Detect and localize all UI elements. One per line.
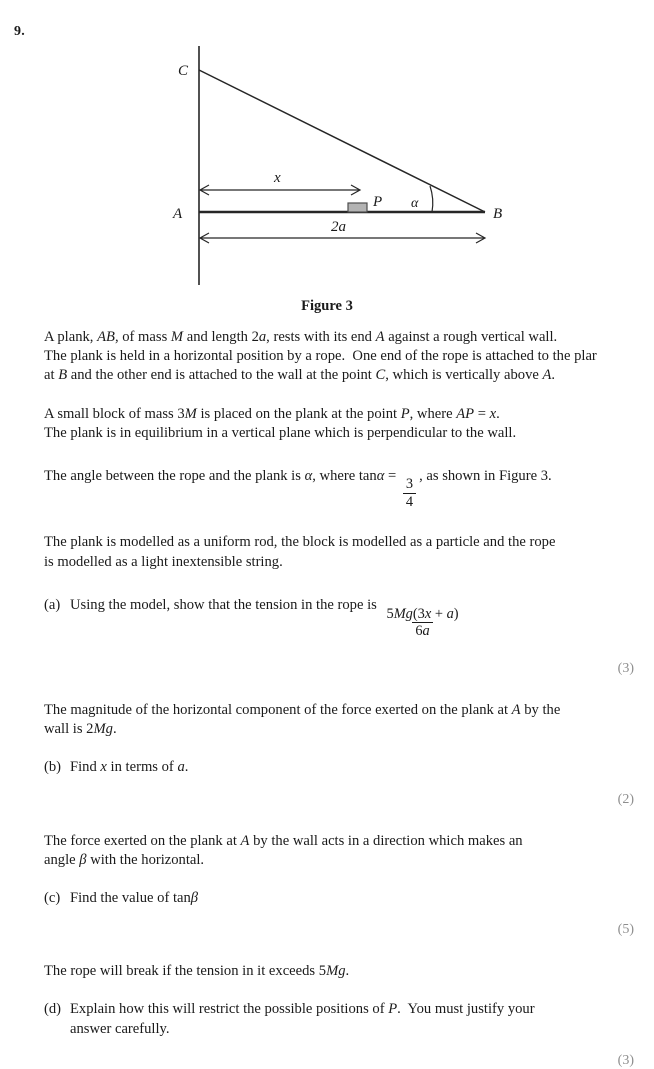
label-2a: 2a <box>331 219 346 235</box>
fraction-tension <box>383 607 461 639</box>
part-b-text: Find x in terms of a. <box>70 759 189 776</box>
part-d <box>44 1000 644 1038</box>
stem-line-5: The plank is in equilibrium in a vertical plane which is perpendicular to the wall. <box>44 424 517 441</box>
marks-b: (2) <box>617 791 634 807</box>
stem-line-2: The plank is held in a horizontal position by a rope. One end of the rope is attached to the plar <box>44 348 597 365</box>
stem-line-3: at B and the other end is attached to the wall at the point C, which is vertically above A. <box>44 367 556 384</box>
fraction-tan-alpha <box>403 477 416 509</box>
dimension-x <box>200 185 360 195</box>
part-a-text: Using the model, show that the tension in the rope is $\frac{5Mg(3x + a)}{6a}$ <box>70 596 644 639</box>
label-C: C <box>178 63 189 79</box>
fraction-denominator: 4 <box>403 493 416 510</box>
figure-diagram <box>0 34 654 296</box>
marks-d: (3) <box>617 1052 634 1068</box>
fraction-denominator: 6a <box>412 622 432 639</box>
stem-line-8: is modelled as a light inextensible string. <box>44 553 283 570</box>
part-c-lead-line-1: The force exerted on the plank at A by the wall acts in a direction which makes an <box>44 832 523 849</box>
stem-line-6: The angle between the rope and the plank is α, where tanα = $\frac{3}{4}$ , as shown in Figure 3. <box>44 468 552 510</box>
marks-a: (3) <box>617 661 634 676</box>
part-c-label: (c) <box>44 890 61 907</box>
stem-line-1: A plank, AB, of mass M and length 2a, rests with its end A against a rough vertical wall. <box>44 329 558 345</box>
part-b-label: (b) <box>44 759 62 776</box>
part-b-lead-line-1: The magnitude of the horizontal component of the force exerted on the plank at A by the <box>44 702 561 718</box>
label-x: x <box>274 170 281 186</box>
block-rect <box>348 203 367 212</box>
part-b <box>44 758 644 777</box>
label-B: B <box>493 206 503 222</box>
label-alpha: α <box>411 196 419 211</box>
fraction-numerator: 3 <box>405 475 414 492</box>
question-number: 9. <box>14 24 25 39</box>
part-d-line-2: answer carefully. <box>70 1020 170 1037</box>
label-A: A <box>173 206 183 222</box>
part-c <box>44 889 644 908</box>
label-P: P <box>373 194 383 210</box>
part-c-text: Find the value of tanβ <box>70 890 199 907</box>
part-a <box>44 596 644 639</box>
part-d-text <box>70 1000 644 1038</box>
part-d-label: (d) <box>44 1001 62 1018</box>
stem-line-7: The plank is modelled as a uniform rod, the block is modelled as a particle and the rope <box>44 534 556 551</box>
part-a-label: (a) <box>44 596 61 613</box>
part-d-lead-line-1: The rope will break if the tension in it exceeds 5Mg. <box>44 963 350 980</box>
part-c-lead-line-2: angle β with the horizontal. <box>44 851 205 868</box>
stem-line-4: A small block of mass 3M is placed on the plank at the point P, where AP = x. <box>44 405 500 422</box>
part-d-line-1: Explain how this will restrict the possible positions of P. You must justify your <box>70 1001 535 1018</box>
question-body <box>44 328 644 1069</box>
marks-c: (5) <box>617 922 634 938</box>
figure-caption: Figure 3 <box>301 298 353 314</box>
rope-line <box>199 70 485 212</box>
angle-arc <box>430 186 433 212</box>
part-b-lead-line-2: wall is 2Mg. <box>44 721 117 738</box>
fraction-numerator: 5Mg(3x + a) <box>386 605 459 622</box>
